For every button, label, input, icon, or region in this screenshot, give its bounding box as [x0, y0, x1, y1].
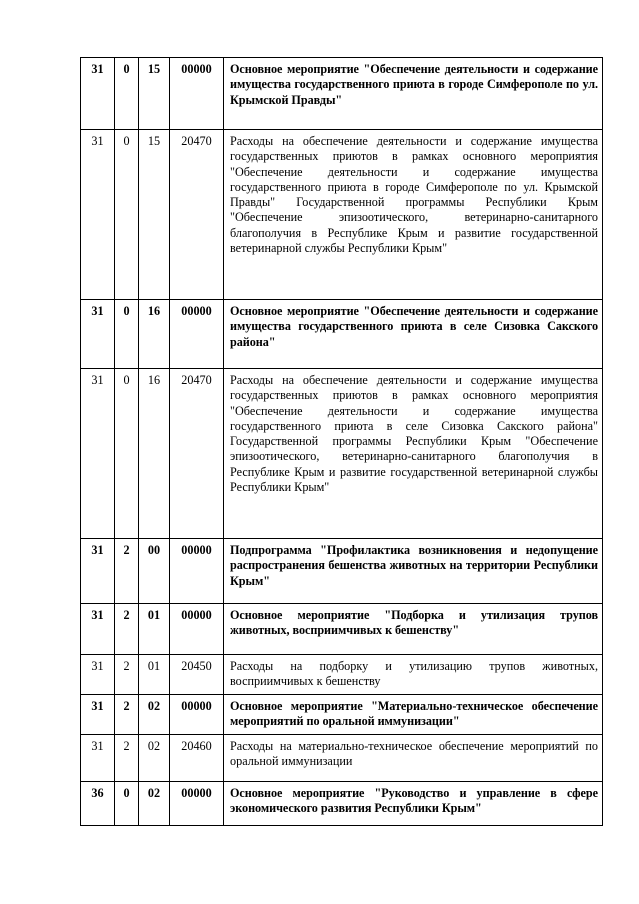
direction-code-cell: 00000 [170, 604, 224, 655]
subprogram-code-cell: 0 [115, 130, 139, 300]
activity-code-cell: 16 [139, 300, 170, 369]
table-row [81, 695, 603, 735]
program-code-cell: 31 [81, 539, 115, 604]
description-cell [224, 735, 603, 782]
program-code-cell: 31 [81, 58, 115, 130]
table-row [81, 369, 603, 539]
activity-code-cell: 16 [139, 369, 170, 539]
subprogram-code-cell: 2 [115, 539, 139, 604]
direction-code-cell: 00000 [170, 782, 224, 826]
subprogram-code-cell: 0 [115, 369, 139, 539]
program-code-cell: 31 [81, 300, 115, 369]
subprogram-code-cell: 0 [115, 782, 139, 826]
subprogram-code-cell: 2 [115, 735, 139, 782]
table-row [81, 130, 603, 300]
description-text: Расходы на обеспечение деятельности и содержание имущества государственных приютов в рамках основного мероприятия "Обеспечение деятельности и содержание имущества государственного приюта в селе Сизовка Сакского района" Государственной программы Республики Крым "Обеспечение эпизоотического, ветеринарно-санитарного благополучия в Республике Крым и развитие государственной ветеринарной службы Республики Крым" [230, 373, 598, 495]
description-cell [224, 58, 603, 130]
activity-code-cell: 01 [139, 655, 170, 695]
description-text: Расходы на материально-техническое обеспечение мероприятий по оральной иммунизации [230, 739, 598, 769]
program-code-cell: 31 [81, 695, 115, 735]
description-text: Основное мероприятие "Материально-техническое обеспечение мероприятий по оральной иммунизации" [230, 699, 598, 729]
description-text: Расходы на подборку и утилизацию трупов животных, восприимчивых к бешенству [230, 659, 598, 689]
activity-code-cell: 15 [139, 58, 170, 130]
table-row [81, 655, 603, 695]
subprogram-code-cell: 2 [115, 604, 139, 655]
activity-code-cell: 02 [139, 695, 170, 735]
activity-code-cell: 02 [139, 782, 170, 826]
description-cell [224, 539, 603, 604]
budget-classification-table [80, 57, 603, 826]
activity-code-cell: 00 [139, 539, 170, 604]
description-cell [224, 655, 603, 695]
program-code-cell: 31 [81, 369, 115, 539]
description-text: Основное мероприятие "Подборка и утилизация трупов животных, восприимчивых к бешенству" [230, 608, 598, 638]
activity-code-cell: 01 [139, 604, 170, 655]
description-text: Подпрограмма "Профилактика возникновения и недопущение распространения бешенства животных на территории Республики Крым" [230, 543, 598, 588]
description-text: Основное мероприятие "Обеспечение деятельности и содержание имущества государственного приюта в селе Сизовка Сакского района" [230, 304, 598, 349]
description-text: Основное мероприятие "Руководство и управление в сфере экономического развития Республики Крым" [230, 786, 598, 816]
activity-code-cell: 02 [139, 735, 170, 782]
direction-code-cell: 00000 [170, 300, 224, 369]
table-row [81, 782, 603, 826]
description-cell [224, 300, 603, 369]
table-row [81, 735, 603, 782]
description-cell [224, 130, 603, 300]
program-code-cell: 36 [81, 782, 115, 826]
table-row [81, 58, 603, 130]
subprogram-code-cell: 2 [115, 655, 139, 695]
direction-code-cell: 00000 [170, 695, 224, 735]
direction-code-cell: 20450 [170, 655, 224, 695]
program-code-cell: 31 [81, 604, 115, 655]
subprogram-code-cell: 0 [115, 58, 139, 130]
direction-code-cell: 20470 [170, 369, 224, 539]
description-cell [224, 369, 603, 539]
description-text: Основное мероприятие "Обеспечение деятельности и содержание имущества государственного приюта в городе Симферополе по ул. Крымской Правды" [230, 62, 598, 107]
description-cell [224, 604, 603, 655]
description-cell [224, 695, 603, 735]
direction-code-cell: 00000 [170, 58, 224, 130]
program-code-cell: 31 [81, 130, 115, 300]
program-code-cell: 31 [81, 655, 115, 695]
description-text: Расходы на обеспечение деятельности и содержание имущества государственных приютов в рамках основного мероприятия "Обеспечение деятельности и содержание имущества государственного приюта в городе Симферополе по ул. Крымской Правды" Государственной программы Республики Крым "Обеспечение эпизоотического, ветеринарно-санитарного благополучия в Республике Крым и развитие государственной ветеринарной службы Республики Крым" [230, 134, 598, 256]
program-code-cell: 31 [81, 735, 115, 782]
subprogram-code-cell: 0 [115, 300, 139, 369]
direction-code-cell: 20470 [170, 130, 224, 300]
table-row [81, 604, 603, 655]
table-row [81, 539, 603, 604]
direction-code-cell: 20460 [170, 735, 224, 782]
direction-code-cell: 00000 [170, 539, 224, 604]
table-row [81, 300, 603, 369]
activity-code-cell: 15 [139, 130, 170, 300]
subprogram-code-cell: 2 [115, 695, 139, 735]
description-cell [224, 782, 603, 826]
